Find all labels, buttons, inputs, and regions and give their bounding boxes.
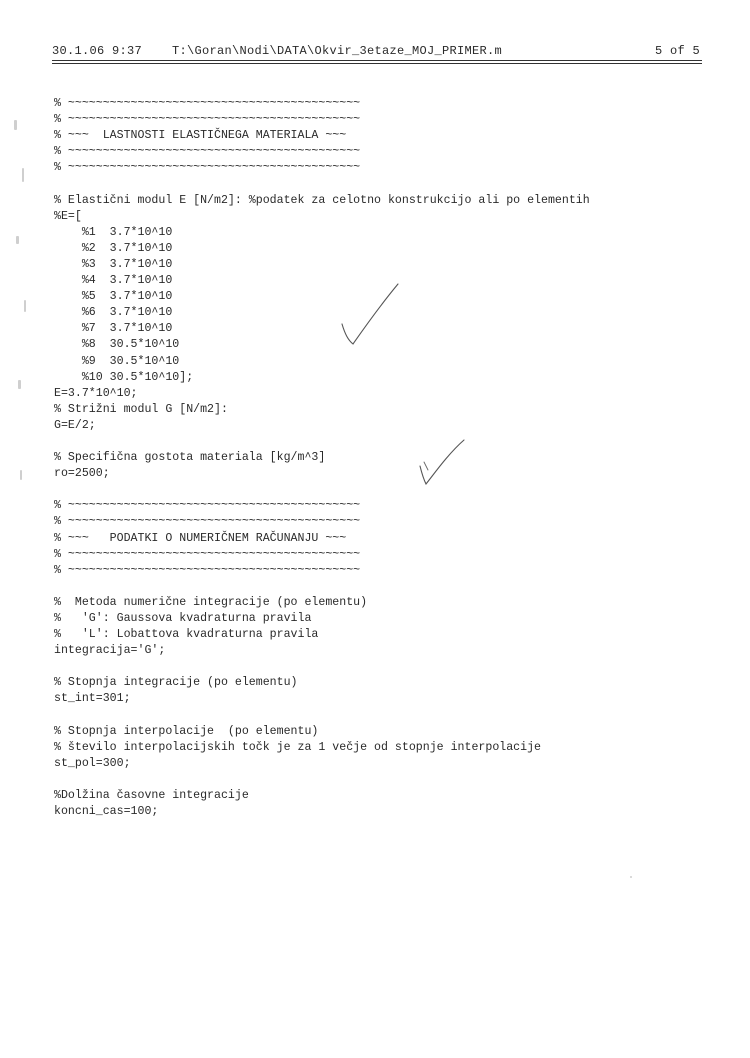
code-line: % Specifična gostota materiala [kg/m^3] bbox=[54, 451, 326, 465]
header-rule-bottom bbox=[52, 63, 702, 64]
check-mark-icon bbox=[414, 436, 470, 492]
code-line: % Strižni modul G [N/m2]: bbox=[54, 402, 228, 416]
scan-speck bbox=[18, 380, 21, 389]
code-line: E=3.7*10^10; bbox=[54, 386, 138, 400]
code-line: % 'G': Gaussova kvadraturna pravila bbox=[54, 612, 312, 625]
code-line bbox=[54, 434, 694, 450]
scan-speck bbox=[16, 236, 19, 244]
code-line bbox=[54, 659, 694, 675]
code-line: % število interpolacijskih točk je za 1 večje od stopnje interpolacije bbox=[54, 740, 542, 754]
file-path: T:\Goran\Nodi\DATA\Okvir_3etaze_MOJ_PRIMER.m bbox=[172, 44, 503, 58]
code-line bbox=[54, 708, 694, 724]
code-line bbox=[54, 579, 694, 595]
code-line: %8 30.5*10^10 bbox=[54, 338, 180, 352]
code-line: % 'L': Lobattova kvadraturna pravila bbox=[54, 628, 319, 642]
print-date: 30.1.06 9:37 bbox=[52, 44, 143, 58]
code-line: % Stopnja interpolacije (po elementu) bbox=[54, 724, 319, 738]
code-line: % Elastični modul E [N/m2]: %podatek za celotno konstrukcijo ali po elementih bbox=[54, 193, 590, 207]
code-line: ro=2500; bbox=[54, 467, 110, 481]
code-line: %5 3.7*10^10 bbox=[54, 290, 173, 304]
code-line: % ~~~~~~~~~~~~~~~~~~~~~~~~~~~~~~~~~~~~~~~~~~ bbox=[54, 515, 361, 529]
code-line: % Stopnja integracije (po elementu) bbox=[54, 676, 298, 690]
header-rule-top bbox=[52, 60, 702, 61]
code-line: G=E/2; bbox=[54, 418, 96, 432]
scan-speck bbox=[14, 120, 17, 130]
code-line: integracija='G'; bbox=[54, 644, 166, 658]
code-line: % ~~~ LASTNOSTI ELASTIČNEGA MATERIALA ~~~ bbox=[54, 129, 347, 143]
code-line: % ~~~~~~~~~~~~~~~~~~~~~~~~~~~~~~~~~~~~~~~~~~ bbox=[54, 499, 361, 513]
code-line: %E=[ bbox=[54, 209, 82, 223]
code-line: % ~~~~~~~~~~~~~~~~~~~~~~~~~~~~~~~~~~~~~~~~~~ bbox=[54, 97, 361, 110]
code-line: koncni_cas=100; bbox=[54, 805, 159, 819]
code-line: %6 3.7*10^10 bbox=[54, 306, 173, 320]
code-line: % ~~~~~~~~~~~~~~~~~~~~~~~~~~~~~~~~~~~~~~~~~~ bbox=[54, 113, 361, 127]
code-line bbox=[54, 772, 694, 788]
code-line: %4 3.7*10^10 bbox=[54, 274, 173, 288]
code-line: % ~~~ PODATKI O NUMERIČNEM RAČUNANJU ~~~ bbox=[54, 531, 347, 545]
code-line bbox=[54, 482, 694, 498]
code-line: %3 3.7*10^10 bbox=[54, 257, 173, 271]
code-line: %Dolžina časovne integracije bbox=[54, 789, 249, 803]
scan-speck bbox=[24, 300, 26, 312]
code-listing bbox=[54, 96, 694, 820]
code-line: %10 30.5*10^10]; bbox=[54, 370, 194, 384]
scan-speck bbox=[20, 470, 22, 480]
code-line: % Metoda numerične integracije (po elementu) bbox=[54, 595, 368, 609]
code-line: %9 30.5*10^10 bbox=[54, 354, 180, 368]
code-line: % ~~~~~~~~~~~~~~~~~~~~~~~~~~~~~~~~~~~~~~~~~~ bbox=[54, 161, 361, 175]
scan-speck bbox=[630, 876, 632, 878]
code-line: %7 3.7*10^10 bbox=[54, 322, 173, 336]
page-number: 5 of 5 bbox=[654, 44, 700, 58]
code-line: % ~~~~~~~~~~~~~~~~~~~~~~~~~~~~~~~~~~~~~~~~~~ bbox=[54, 145, 361, 159]
code-line: % ~~~~~~~~~~~~~~~~~~~~~~~~~~~~~~~~~~~~~~~~~~ bbox=[54, 547, 361, 561]
code-line: st_int=301; bbox=[54, 692, 131, 706]
code-line: % ~~~~~~~~~~~~~~~~~~~~~~~~~~~~~~~~~~~~~~~~~~ bbox=[54, 563, 361, 577]
code-line: %1 3.7*10^10 bbox=[54, 225, 173, 239]
scan-speck bbox=[22, 168, 24, 182]
check-mark-icon bbox=[336, 278, 406, 348]
code-line: %2 3.7*10^10 bbox=[54, 241, 173, 255]
code-line bbox=[54, 176, 694, 192]
code-line: st_pol=300; bbox=[54, 756, 131, 770]
